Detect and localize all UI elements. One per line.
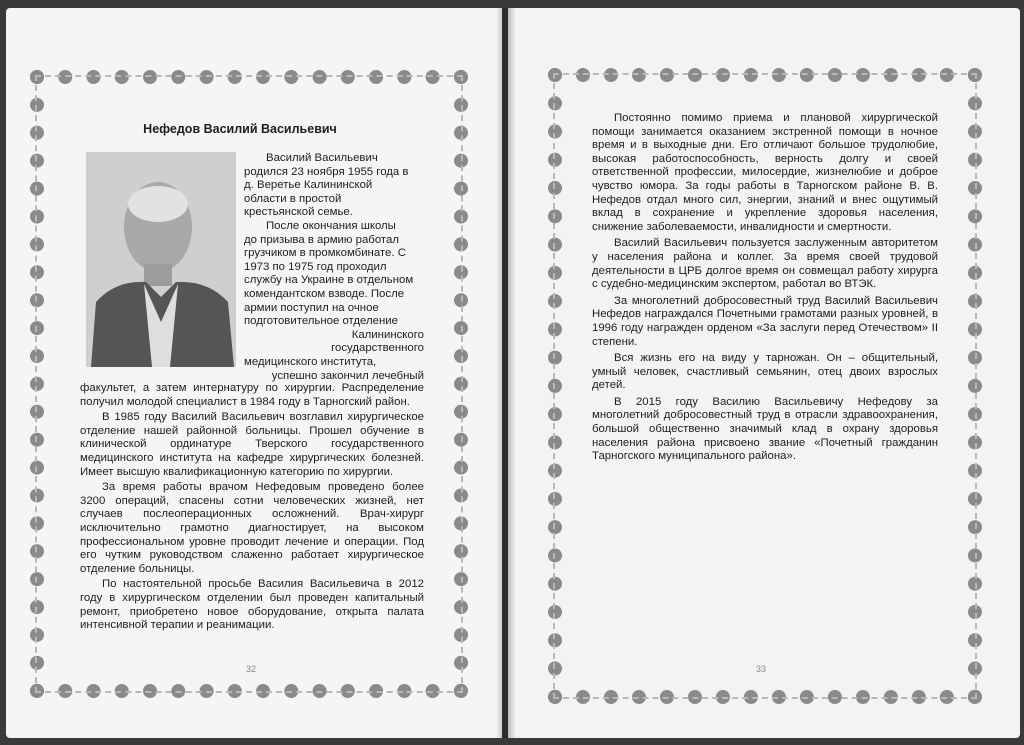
- intro-line: Калининского: [351, 328, 424, 341]
- page-number: 33: [756, 664, 767, 674]
- intro-line: службу на Украине в отдельном: [244, 274, 414, 287]
- page-title: Нефедов Василий Васильевич: [143, 122, 337, 136]
- paragraph: По настоятельной просьбе Василия Васильевича в 2012 году в хирургическом отделении был проведен капитальный ремонт, приобретено новое оборудование, открыта палата интенсивной терапии и реанимации.: [80, 578, 424, 632]
- paragraph: В 2015 году Василию Васильевичу Нефедову за многолетний добросовестный труд в отрасли здравоохранения, большой общественно значимый клад в охрану здоровья населения района присвоено звание «Почетный гражданин Тарногского муниципального района».: [592, 395, 938, 463]
- intro-line: медицинского института,: [244, 355, 377, 368]
- intro-line: После окончания школы: [266, 219, 396, 232]
- portrait-photo: [86, 152, 236, 367]
- intro-text-column: [244, 152, 424, 383]
- right-body-text: [592, 112, 938, 464]
- paragraph: Постоянно помимо приема и плановой хирургической помощи занимается оказанием экстренной помощи в ночное время и в выходные дни. Его отличают большое трудолюбие, высокая работоспособность, верность долгу и своей ответственной профессии, милосердие, жизнелюбие и доброе чувство юмора. За годы работы в Тарногском районе В. В. Нефедов отдал много сил, энергии, знаний и внес ощутимый вклад в сохранение и укрепление здоровья населения, снижение заболеваемости, инвалидности и смертности.: [592, 112, 938, 233]
- intro-line: армии поступил на очное: [244, 301, 379, 314]
- intro-line: Василий Васильевич: [266, 152, 378, 164]
- left-body-text: [80, 382, 424, 633]
- intro-line: крестьянской семье.: [244, 206, 353, 219]
- paragraph: Вся жизнь его на виду у тарножан. Он – общительный, умный человек, счастливый семьянин, отец двоих взрослых детей.: [592, 352, 938, 392]
- intro-line: государственного: [331, 342, 424, 355]
- intro-line: до призыва в армию работал: [244, 233, 399, 246]
- book-gutter: [496, 8, 516, 738]
- paragraph: За время работы врачом Нефедовым проведено более 3200 операций, спасены сотни человеческих жизней, нет случаев послеоперационных осложнений. Врач-хирург исключительно грамотно диагностирует, на высоком профессиональном уровне проводит лечение и операции. Под его чутким руководством слаженно работает хирургическое отделение больницы.: [80, 481, 424, 575]
- paragraph: Василий Васильевич пользуется заслуженным авторитетом у населения района и коллег. За время своей трудовой деятельности в ЦРБ долгое время он совмещал работу хирурга с судебно-медицинским экспертом, работал во ВТЭК.: [592, 237, 938, 291]
- page-number: 32: [246, 664, 257, 674]
- intro-line: успешно закончил лечебный: [271, 369, 424, 382]
- intro-line: родился 23 ноября 1955 года в: [244, 165, 409, 178]
- intro-line: грузчиком в промкомбинате. С: [244, 247, 406, 260]
- intro-line: 1973 по 1975 год проходил: [244, 260, 387, 273]
- intro-line: подготовительное отделение: [244, 315, 398, 328]
- paragraph: факультет, а затем интернатуру по хирургии. Распределение получил молодой специалист в 1984 году в Тарногский район.: [80, 382, 424, 408]
- intro-line: области в простой: [244, 192, 342, 205]
- paragraph: В 1985 году Василий Васильевич возглавил хирургическое отделение нашей районной больницы. Прошел обучение в клинической ординатуре Тверского государственного медицинского института на кафедре хирургических болезней. Имеет высшую квалификационную категорию по хирургии.: [80, 411, 424, 478]
- portrait-image: [86, 152, 236, 367]
- intro-line: комендантском взводе. После: [244, 287, 405, 300]
- intro-line: д. Веретье Калининской: [244, 179, 373, 192]
- paragraph: За многолетний добросовестный труд Василий Васильевич Нефедов награждался Почетными грамотами разных уровней, в 1996 году награжден орденом «За заслуги перед Отечеством» II степени.: [592, 294, 938, 348]
